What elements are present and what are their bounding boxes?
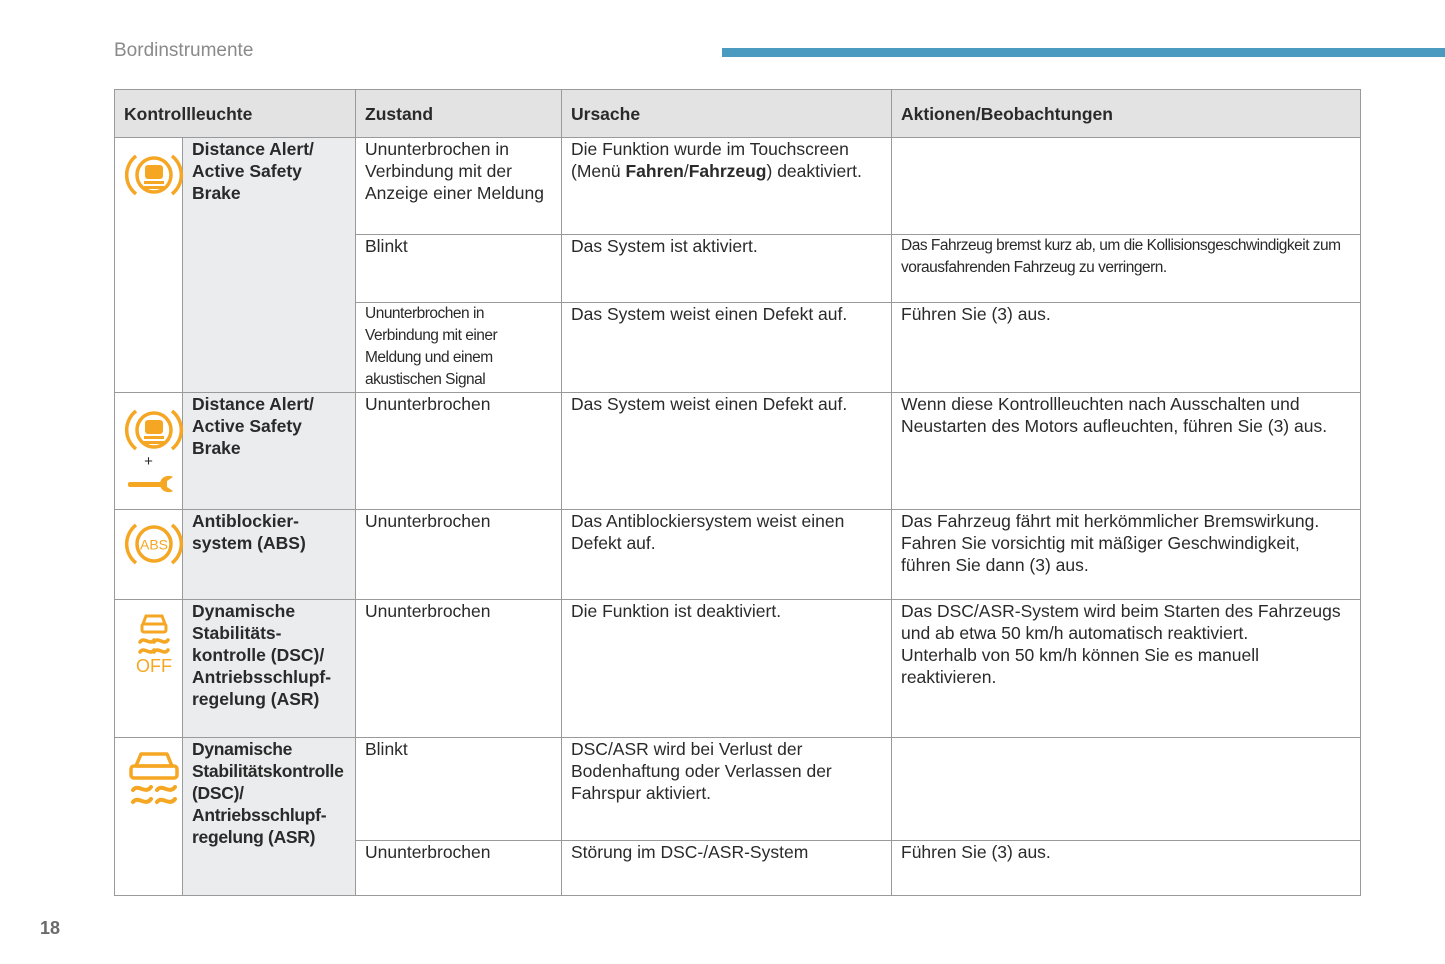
- state-cell: Ununterbrochen in Verbindung mit einer Meldung und einem akustischen Signal: [356, 303, 562, 393]
- section-title: Bordinstrumente: [114, 40, 254, 61]
- action-cell: [892, 600, 1361, 738]
- cause-cell: DSC/ASR wird bei Verlust der Bodenhaftung oder Verlassen der Fahrspur aktiviert.: [562, 738, 892, 841]
- cause-text: Die Funktion wurde im Touchscreen (Menü: [571, 139, 849, 181]
- dsc-off-icon: [124, 612, 184, 674]
- collision-warning-icon: [124, 405, 184, 455]
- icon-cell: [115, 600, 183, 738]
- cause-cell: Die Funktion ist deaktiviert.: [562, 600, 892, 738]
- state-cell: Ununterbrochen: [356, 841, 562, 896]
- icon-cell: [115, 510, 183, 600]
- table-row: [115, 738, 1361, 841]
- warning-light-name: Dynamische Stabilitäts- kontrolle (DSC)/ Antriebsschlupf- regelung (ASR): [183, 600, 356, 738]
- action-cell: Das Fahrzeug fährt mit herkömmlicher Bremswirkung. Fahren Sie vorsichtig mit mäßiger Geschwindigkeit, führen Sie dann (3) aus.: [892, 510, 1361, 600]
- column-header-actions: Aktionen/Beobachtungen: [892, 90, 1361, 138]
- table-row: [115, 600, 1361, 738]
- column-header-state: Zustand: [356, 90, 562, 138]
- service-wrench-icon: [124, 473, 176, 495]
- state-cell: Ununterbrochen: [356, 393, 562, 510]
- menu-keyword-fahren: Fahren: [625, 161, 684, 181]
- cause-cell: [562, 138, 892, 235]
- collision-warning-icon: [124, 150, 184, 200]
- plus-sign: +: [144, 453, 153, 470]
- abs-icon: [124, 519, 184, 569]
- cause-cell: Das System weist einen Defekt auf.: [562, 393, 892, 510]
- icon-cell: [115, 393, 183, 510]
- column-header-warning-light: Kontrollleuchte: [115, 90, 356, 138]
- table-row: [115, 138, 1361, 235]
- menu-keyword-fahrzeug: Fahrzeug: [688, 161, 767, 181]
- warning-light-name: Distance Alert/ Active Safety Brake: [183, 393, 356, 510]
- icon-cell: [115, 138, 183, 393]
- warning-light-name: Dynamische Stabilitätskontrolle (DSC)/ Antriebsschlupf- regelung (ASR): [183, 738, 356, 896]
- action-cell: Wenn diese Kontrollleuchten nach Ausschalten und Neustarten des Motors aufleuchten, führen Sie (3) aus.: [892, 393, 1361, 510]
- cause-separator: /: [683, 161, 689, 181]
- column-header-cause: Ursache: [562, 90, 892, 138]
- abs-label: ABS: [139, 536, 169, 553]
- state-cell: Blinkt: [356, 235, 562, 303]
- state-cell: Ununterbrochen: [356, 510, 562, 600]
- cause-cell: Störung im DSC-/ASR-System: [562, 841, 892, 896]
- action-cell: [892, 138, 1361, 235]
- table-row: [115, 510, 1361, 600]
- table-header-row: [115, 90, 1361, 138]
- action-cell: Führen Sie (3) aus.: [892, 303, 1361, 393]
- state-cell: Ununterbrochen: [356, 600, 562, 738]
- icon-cell: [115, 738, 183, 896]
- warning-lights-table: [114, 89, 1361, 896]
- off-label: OFF: [136, 656, 172, 674]
- cause-cell: Das System weist einen Defekt auf.: [562, 303, 892, 393]
- action-line: Unterhalb von 50 km/h können Sie es manuell reaktivieren.: [901, 645, 1259, 687]
- action-cell: [892, 738, 1361, 841]
- warning-light-name: Antiblockier- system (ABS): [183, 510, 356, 600]
- warning-light-name: Distance Alert/ Active Safety Brake: [183, 138, 356, 393]
- action-cell: Führen Sie (3) aus.: [892, 841, 1361, 896]
- cause-cell: Das Antiblockiersystem weist einen Defekt auf.: [562, 510, 892, 600]
- table-row: [115, 393, 1361, 510]
- action-cell: Das Fahrzeug bremst kurz ab, um die Kollisionsgeschwindigkeit zum vorausfahrenden Fahrzeug zu verringern.: [892, 235, 1361, 303]
- state-cell: Blinkt: [356, 738, 562, 841]
- state-cell: Ununterbrochen in Verbindung mit der Anzeige einer Meldung: [356, 138, 562, 235]
- cause-cell: Das System ist aktiviert.: [562, 235, 892, 303]
- cause-text-end: ) deaktiviert.: [766, 161, 862, 181]
- page-number: 18: [40, 918, 61, 938]
- header-accent-bar: [722, 48, 1445, 57]
- action-line: Das DSC/ASR-System wird beim Starten des Fahrzeugs und ab etwa 50 km/h automatisch reaktiviert.: [901, 601, 1341, 643]
- dsc-skid-icon: [124, 748, 184, 808]
